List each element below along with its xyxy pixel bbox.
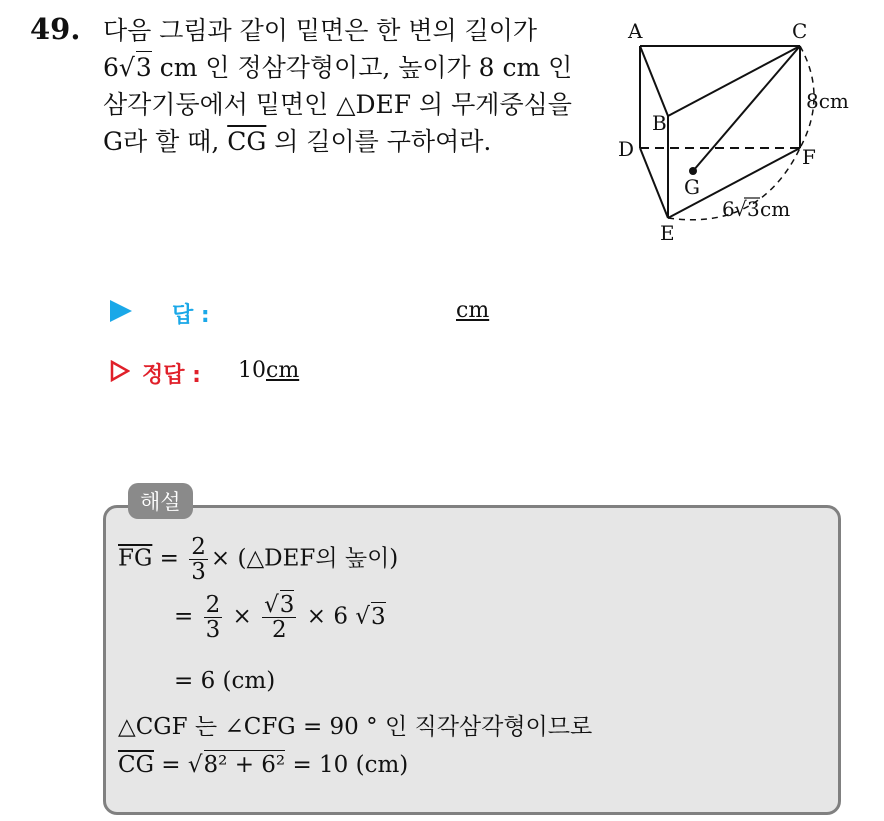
label-side (722, 197, 790, 221)
question-line-4-pre: G라 할 때, (103, 127, 228, 156)
label-side-coef: 6 (722, 197, 735, 221)
label-e: E (660, 221, 675, 245)
edge-ab (640, 46, 668, 116)
fraction: $\frac{2}{3}$ (205, 592, 221, 643)
prism-figure (610, 16, 860, 246)
question-line-4-post: 의 길이를 구하여라. (266, 127, 492, 156)
sqrt-radicand: 8² + 6² (203, 752, 286, 778)
answer-row (110, 298, 530, 328)
solution-line-3: = 6 (cm) (174, 668, 276, 694)
label-d: D (618, 137, 635, 161)
correct-answer-unit: cm (266, 358, 300, 383)
question-line-3: 삼각기둥에서 밑면인 △DEF 의 무게중심을 (103, 90, 572, 119)
label-side-unit: cm (760, 197, 791, 221)
sqrt-symbol: √ (118, 53, 135, 82)
label-g: G (684, 175, 700, 199)
side-coefficient: 6 (103, 53, 119, 82)
point-g (689, 167, 697, 175)
question-line-2-rest: cm 인 정삼각형이고, 높이가 8 cm 인 (151, 53, 573, 82)
question-line-2 (103, 49, 603, 86)
correct-answer-row (110, 358, 410, 388)
segment-cg: $\overline{CG}$ (227, 127, 267, 156)
solution-line-5 (118, 753, 408, 777)
label-a: A (628, 19, 643, 43)
sqrt-symbol: √ (355, 603, 370, 630)
equals: = (174, 603, 201, 630)
outline-arrow-icon (110, 360, 130, 382)
equals: = (153, 752, 188, 778)
sqrt-symbol: √ (187, 752, 203, 778)
edge-de (640, 148, 668, 218)
answer-label: 답 : (172, 303, 210, 328)
solution-line-5-rest: = 10 (cm) (285, 752, 409, 778)
label-f: F (802, 145, 816, 169)
segment-cg-line (693, 46, 800, 171)
label-b: B (652, 111, 667, 135)
solution-line-1 (118, 535, 398, 584)
sqrt-radicand: 3 (370, 603, 386, 630)
fraction-numerator: √3 (264, 592, 295, 618)
label-c: C (792, 19, 808, 43)
correct-answer-value (238, 358, 299, 383)
label-height: 8cm (806, 89, 849, 113)
label-side-sqrt: √ (734, 197, 747, 221)
edge-bc (668, 46, 800, 116)
sqrt-radicand: 3 (135, 53, 152, 82)
solution-line-4: △CGF 는 ∠CFG = 90 ° 인 직각삼각형이므로 (118, 714, 593, 740)
play-arrow-icon (110, 300, 132, 322)
question-number: 49. (30, 12, 81, 46)
question-text (103, 12, 603, 160)
segment-cg: $\overline{CG}$ (118, 752, 154, 778)
question-line-4 (103, 123, 603, 160)
solution-line-2 (174, 593, 386, 642)
question-line-1: 다음 그림과 같이 밑면은 한 변의 길이가 (103, 16, 538, 45)
segment-fg: $\overline{FG}$ (118, 545, 153, 572)
answer-unit: cm (456, 298, 490, 323)
fraction: $\frac{√3}{2}$ (264, 592, 295, 643)
fraction: $\frac{2}{3}$ (191, 534, 206, 585)
correct-answer-number: 10 (238, 358, 266, 383)
equals: = (152, 545, 187, 572)
solution-tag: 해설 (128, 483, 193, 519)
label-side-radicand: 3 (747, 197, 760, 221)
solution-line-2-rest: × 6 (299, 603, 356, 630)
correct-answer-label: 정답 : (142, 363, 201, 388)
solution-line-1-rest: × (△DEF의 높이) (210, 545, 399, 572)
times: × (225, 603, 260, 630)
